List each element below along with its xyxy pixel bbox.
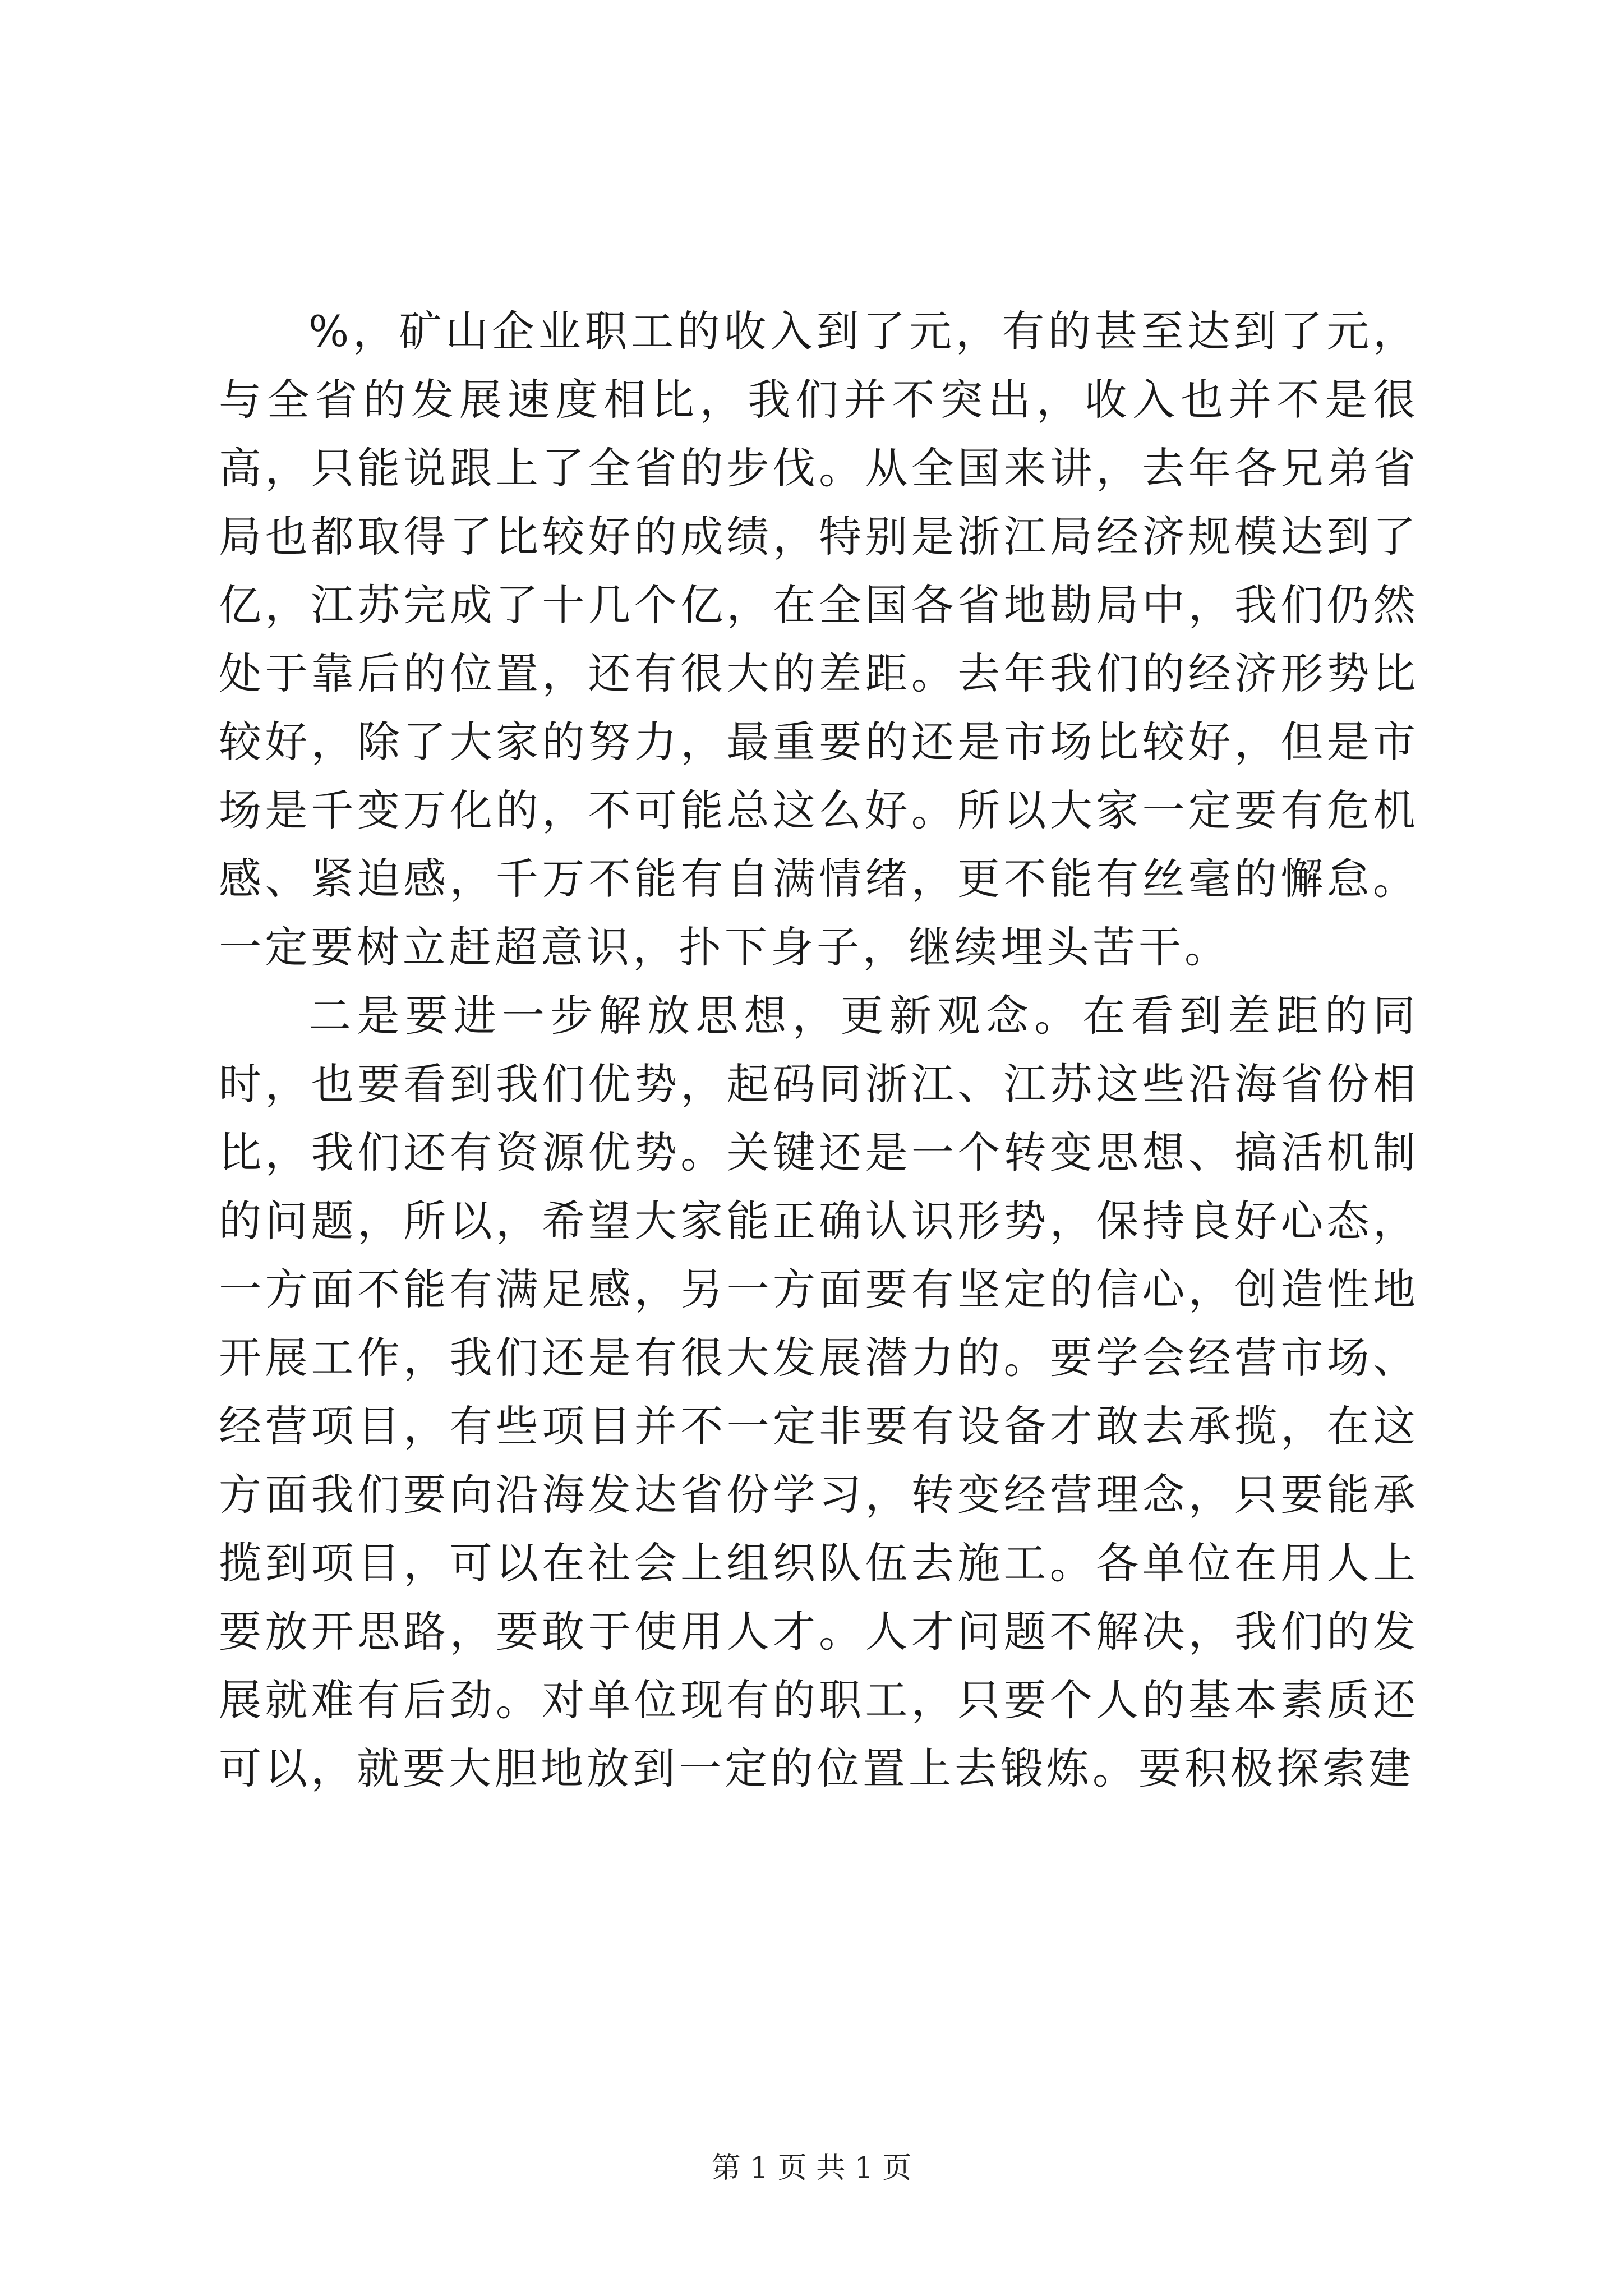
page-number-label: 第 1 页 共 1 页: [711, 2151, 912, 2185]
paragraph-1: %，矿山企业职工的收入到了元，有的甚至达到了元，与全省的发展速度相比，我们并不突出，收入也并不是很高，只能说跟上了全省的步伐。从全国来讲，去年各兄弟省局也都取得了比较好的成绩，特别是浙江局经济规模达到了亿，江苏完成了十几个亿，在全国各省地勘局中，我们仍然处于靠后的位置，还有很大的差距。去年我们的经济形势比较好，除了大家的努力，最重要的还是市场比较好，但是市场是千变万化的，不可能总这么好。所以大家一定要有危机感、紧迫感，千万不能有自满情绪，更不能有丝毫的懈怠。一定要树立赶超意识，扑下身子，继续埋头苦干。: [219, 306, 1419, 972]
document-body: [219, 297, 1419, 1803]
paragraph-2: 二是要进一步解放思想，更新观念。在看到差距的同时，也要看到我们优势，起码同浙江、江苏这些沿海省份相比，我们还有资源优势。关键还是一个转变思想、搞活机制的问题，所以，希望大家能正确认识形势，保持良好心态，一方面不能有满足感，另一方面要有坚定的信心，创造性地开展工作，我们还是有很大发展潜力的。要学会经营市场、经营项目，有些项目并不一定非要有设备才敢去承揽，在这方面我们要向沿海发达省份学习，转变经营理念，只要能承揽到项目，可以在社会上组织队伍去施工。各单位在用人上要放开思路，要敢于使用人才。人才问题不解决，我们的发展就难有后劲。对单位现有的职工，只要个人的基本素质还可以，就要大胆地放到一定的位置上去锻炼。要积极探索建: [219, 991, 1419, 1793]
page-footer: [0, 2151, 1623, 2185]
